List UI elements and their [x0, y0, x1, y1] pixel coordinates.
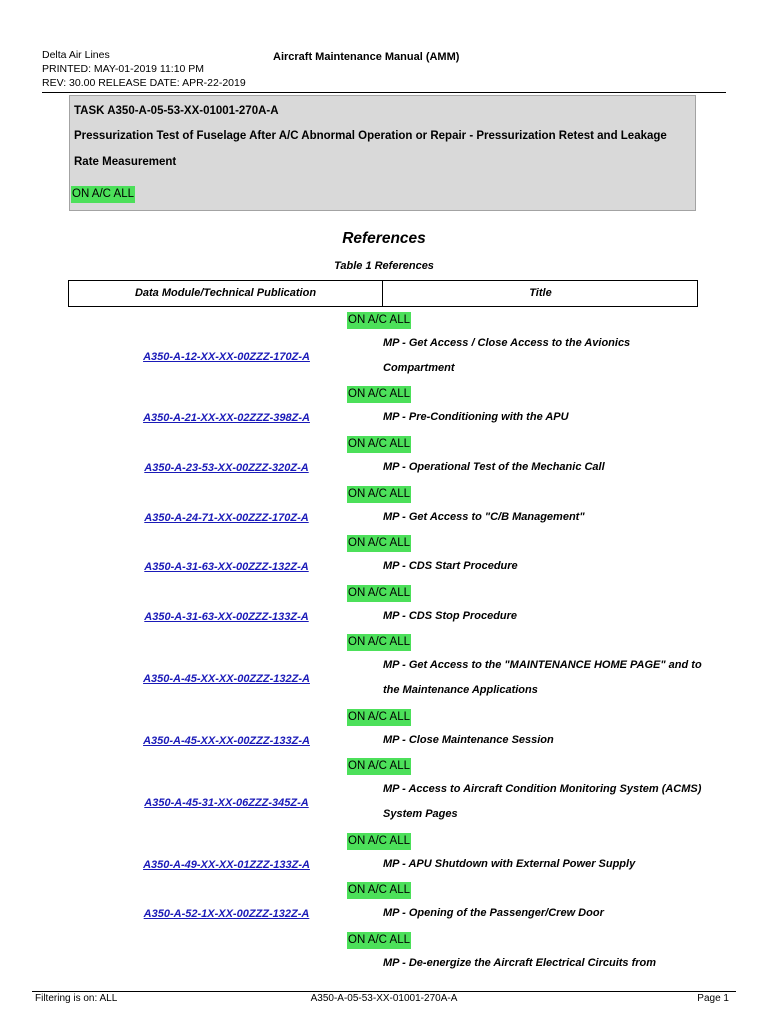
references-table-header [68, 280, 698, 307]
reference-link[interactable]: A350-A-31-63-XX-00ZZZ-133Z-A [144, 610, 309, 623]
applicability-badge: ON A/C ALL [347, 932, 411, 949]
reference-applicability [347, 533, 411, 552]
reference-title: MP - Get Access to the "MAINTENANCE HOME PAGE" and to the Maintenance Applications [383, 659, 702, 697]
reference-title: MP - CDS Stop Procedure [383, 609, 518, 622]
reference-applicability [347, 310, 411, 329]
reference-title: MP - De-energize the Aircraft Electrical Circuits from [383, 957, 657, 969]
applicability-badge: ON A/C ALL [347, 758, 411, 775]
reference-title: MP - Operational Test of the Mechanic Call [383, 461, 605, 473]
company-name: Delta Air Lines [42, 49, 110, 61]
reference-link[interactable]: A350-A-23-53-XX-00ZZZ-320Z-A [144, 462, 309, 474]
revision-info: REV: 30.00 RELEASE DATE: APR-22-2019 [42, 77, 246, 89]
applicability-badge: ON A/C ALL [347, 882, 411, 899]
reference-applicability [347, 707, 411, 726]
reference-title: MP - APU Shutdown with External Power Supply [383, 857, 636, 870]
reference-link[interactable]: A350-A-21-XX-XX-02ZZZ-398Z-A [143, 412, 310, 425]
column-header-publication: Data Module/Technical Publication [134, 287, 317, 299]
reference-title: MP - Opening of the Passenger/Crew Door [383, 907, 604, 920]
reference-applicability [347, 484, 411, 503]
applicability-badge: ON A/C ALL [347, 833, 411, 850]
printed-date: PRINTED: MAY-01-2019 11:10 PM [42, 63, 205, 75]
applicability-badge: ON A/C ALL [347, 709, 411, 726]
task-id: TASK A350-A-05-53-XX-01001-270A-A [74, 105, 279, 117]
footer-document-id: A350-A-05-53-XX-01001-270A-A [310, 993, 458, 1004]
reference-link[interactable]: A350-A-24-71-XX-00ZZZ-170Z-A [144, 511, 309, 524]
reference-link[interactable]: A350-A-45-XX-XX-00ZZZ-133Z-A [143, 734, 310, 747]
reference-title: MP - Close Maintenance Session [383, 733, 554, 746]
reference-link[interactable]: A350-A-49-XX-XX-01ZZZ-133Z-A [143, 858, 310, 871]
manual-title: Aircraft Maintenance Manual (AMM) [273, 51, 460, 63]
applicability-badge: ON A/C ALL [347, 585, 411, 602]
filter-status: Filtering is on: ALL [35, 993, 118, 1004]
reference-applicability [347, 880, 411, 899]
references-heading: References [342, 230, 426, 247]
reference-applicability [347, 583, 411, 602]
reference-applicability [347, 930, 411, 949]
header-divider [42, 92, 726, 93]
column-header-title: Title [529, 287, 552, 299]
reference-title: MP - Get Access to "C/B Management" [383, 510, 585, 523]
applicability-badge: ON A/C ALL [347, 634, 411, 651]
reference-applicability [347, 434, 411, 453]
task-title: Pressurization Test of Fuselage After A/C Abnormal Operation or Repair - Pressurization Retest and Leakage Rate Measurement [74, 130, 667, 168]
reference-link[interactable]: A350-A-45-31-XX-06ZZZ-345Z-A [144, 797, 309, 810]
task-applicability-badge: ON A/C ALL [71, 186, 135, 203]
reference-applicability [347, 632, 411, 651]
applicability-badge: ON A/C ALL [347, 386, 411, 403]
reference-title: MP - Pre-Conditioning with the APU [383, 411, 569, 424]
reference-title: MP - CDS Start Procedure [383, 560, 518, 573]
reference-applicability [347, 384, 411, 403]
footer-divider [32, 991, 736, 992]
reference-link[interactable]: A350-A-52-1X-XX-00ZZZ-132Z-A [143, 908, 310, 921]
applicability-badge: ON A/C ALL [347, 436, 411, 453]
page-number: Page 1 [697, 993, 729, 1004]
applicability-badge: ON A/C ALL [347, 486, 411, 503]
document-header-info [42, 48, 246, 90]
applicability-badge: ON A/C ALL [347, 535, 411, 552]
reference-title: MP - Get Access / Close Access to the Avionics Compartment [383, 337, 631, 374]
reference-link[interactable]: A350-A-31-63-XX-00ZZZ-132Z-A [144, 561, 309, 574]
task-box [69, 95, 696, 211]
reference-applicability [347, 831, 411, 850]
applicability-badge: ON A/C ALL [347, 312, 411, 329]
reference-applicability [347, 756, 411, 775]
reference-link[interactable]: A350-A-12-XX-XX-00ZZZ-170Z-A [143, 351, 310, 363]
reference-link[interactable]: A350-A-45-XX-XX-00ZZZ-132Z-A [143, 673, 310, 686]
table-caption: Table 1 References [334, 260, 434, 272]
reference-title: MP - Access to Aircraft Condition Monitoring System (ACMS) System Pages [383, 783, 702, 821]
